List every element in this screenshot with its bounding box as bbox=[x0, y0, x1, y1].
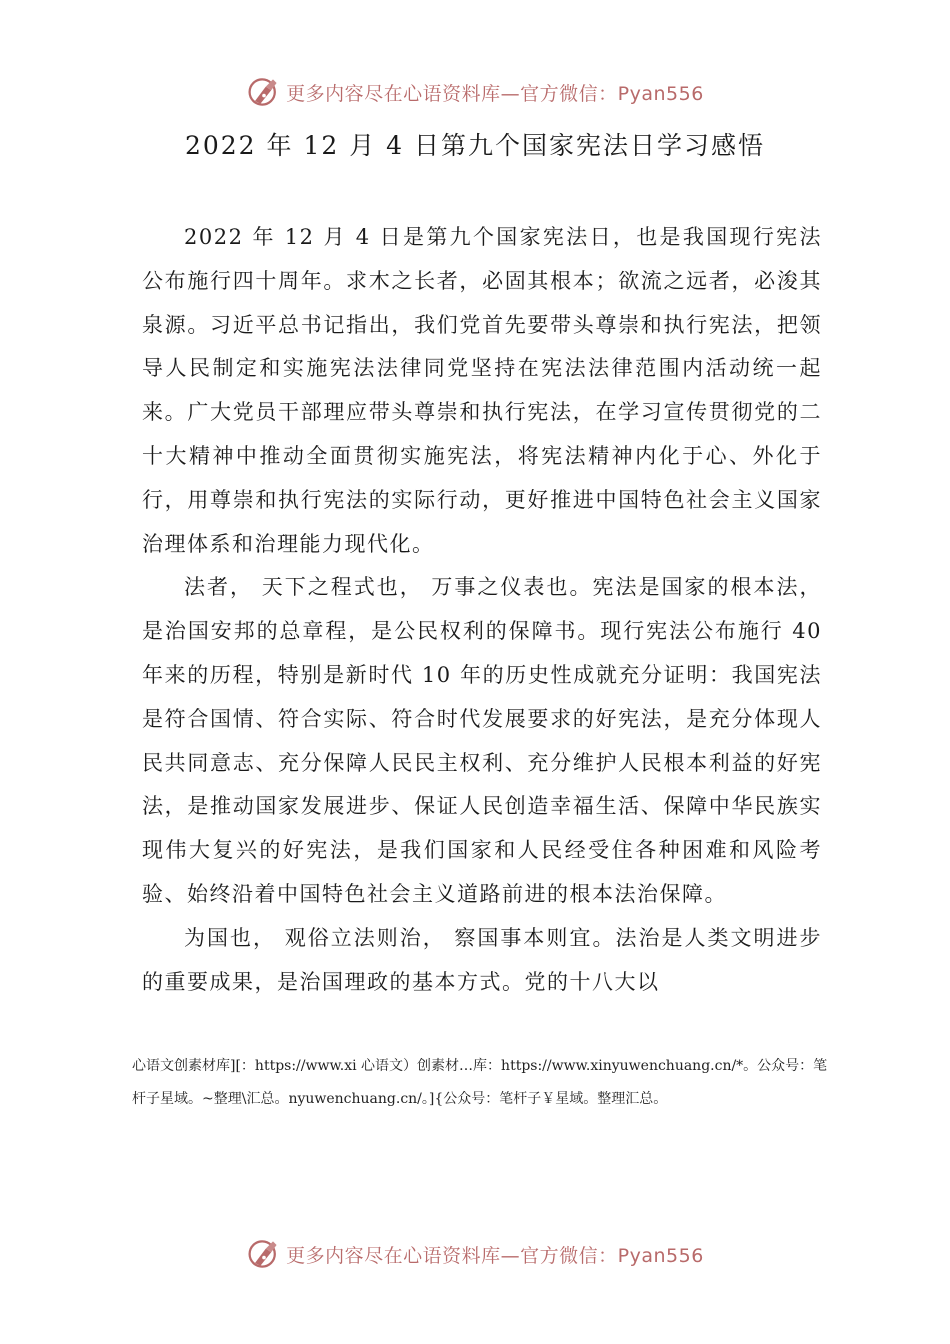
banner-text: 更多内容尽在心语资料库—官方微信：Pyan556 bbox=[286, 1244, 704, 1267]
document-title: 2022 年 12 月 4 日第九个国家宪法日学习感悟 bbox=[184, 131, 766, 160]
pen-nib-logo-icon bbox=[246, 74, 282, 110]
paragraph-3: 为国也， 观俗立法则治， 察国事本则宜。法治是人类文明进步的重要成果，是治国理政的基本方式。党的十八大以 bbox=[142, 925, 822, 994]
footnote: 心语文创素材库][：https://www.xi 心语文）创素材…库：https://www.xinyuwenchuang.cn/*。公众号：笔杆子星域。~整理\汇总。nyuwenchuang.cn/。]{公众号：笔杆子￥星域。整理汇总。 bbox=[132, 1058, 828, 1107]
footer-banner bbox=[0, 1232, 950, 1276]
banner-text: 更多内容尽在心语资料库—官方微信：Pyan556 bbox=[286, 82, 704, 105]
header-banner bbox=[0, 70, 950, 114]
document-body bbox=[142, 216, 822, 1004]
paragraph-1: 2022 年 12 月 4 日是第九个国家宪法日，也是我国现行宪法公布施行四十周年。求木之长者，必固其根本；欲流之远者，必浚其泉源。习近平总书记指出，我们党首先要带头尊崇和执行宪法，把领导人民制定和实施宪法法律同党坚持在宪法法律范围内活动统一起来。广大党员干部理应带头尊崇和执行宪法，在学习宣传贯彻党的二十大精神中推动全面贯彻实施宪法，将宪法精神内化于心、外化于行，用尊崇和执行宪法的实际行动，更好推进中国特色社会主义国家治理体系和治理能力现代化。 bbox=[142, 225, 822, 556]
pen-nib-logo-icon bbox=[246, 1236, 282, 1272]
paragraph-2: 法者， 天下之程式也， 万事之仪表也。宪法是国家的根本法，是治国安邦的总章程，是公民权利的保障书。现行宪法公布施行 40 年来的历程，特别是新时代 10 年的历史性成就充分证明：我国宪法是符合国情、符合实际、符合时代发展要求的好宪法，是充分体现人民共同意志、充分保障人民民主权利、充分维护人民根本利益的好宪法，是推动国家发展进步、保证人民创造幸福生活、保障中华民族实现伟大复兴的好宪法，是我们国家和人民经受住各种困难和风险考验、始终沿着中国特色社会主义道路前进的根本法治保障。 bbox=[142, 575, 822, 906]
